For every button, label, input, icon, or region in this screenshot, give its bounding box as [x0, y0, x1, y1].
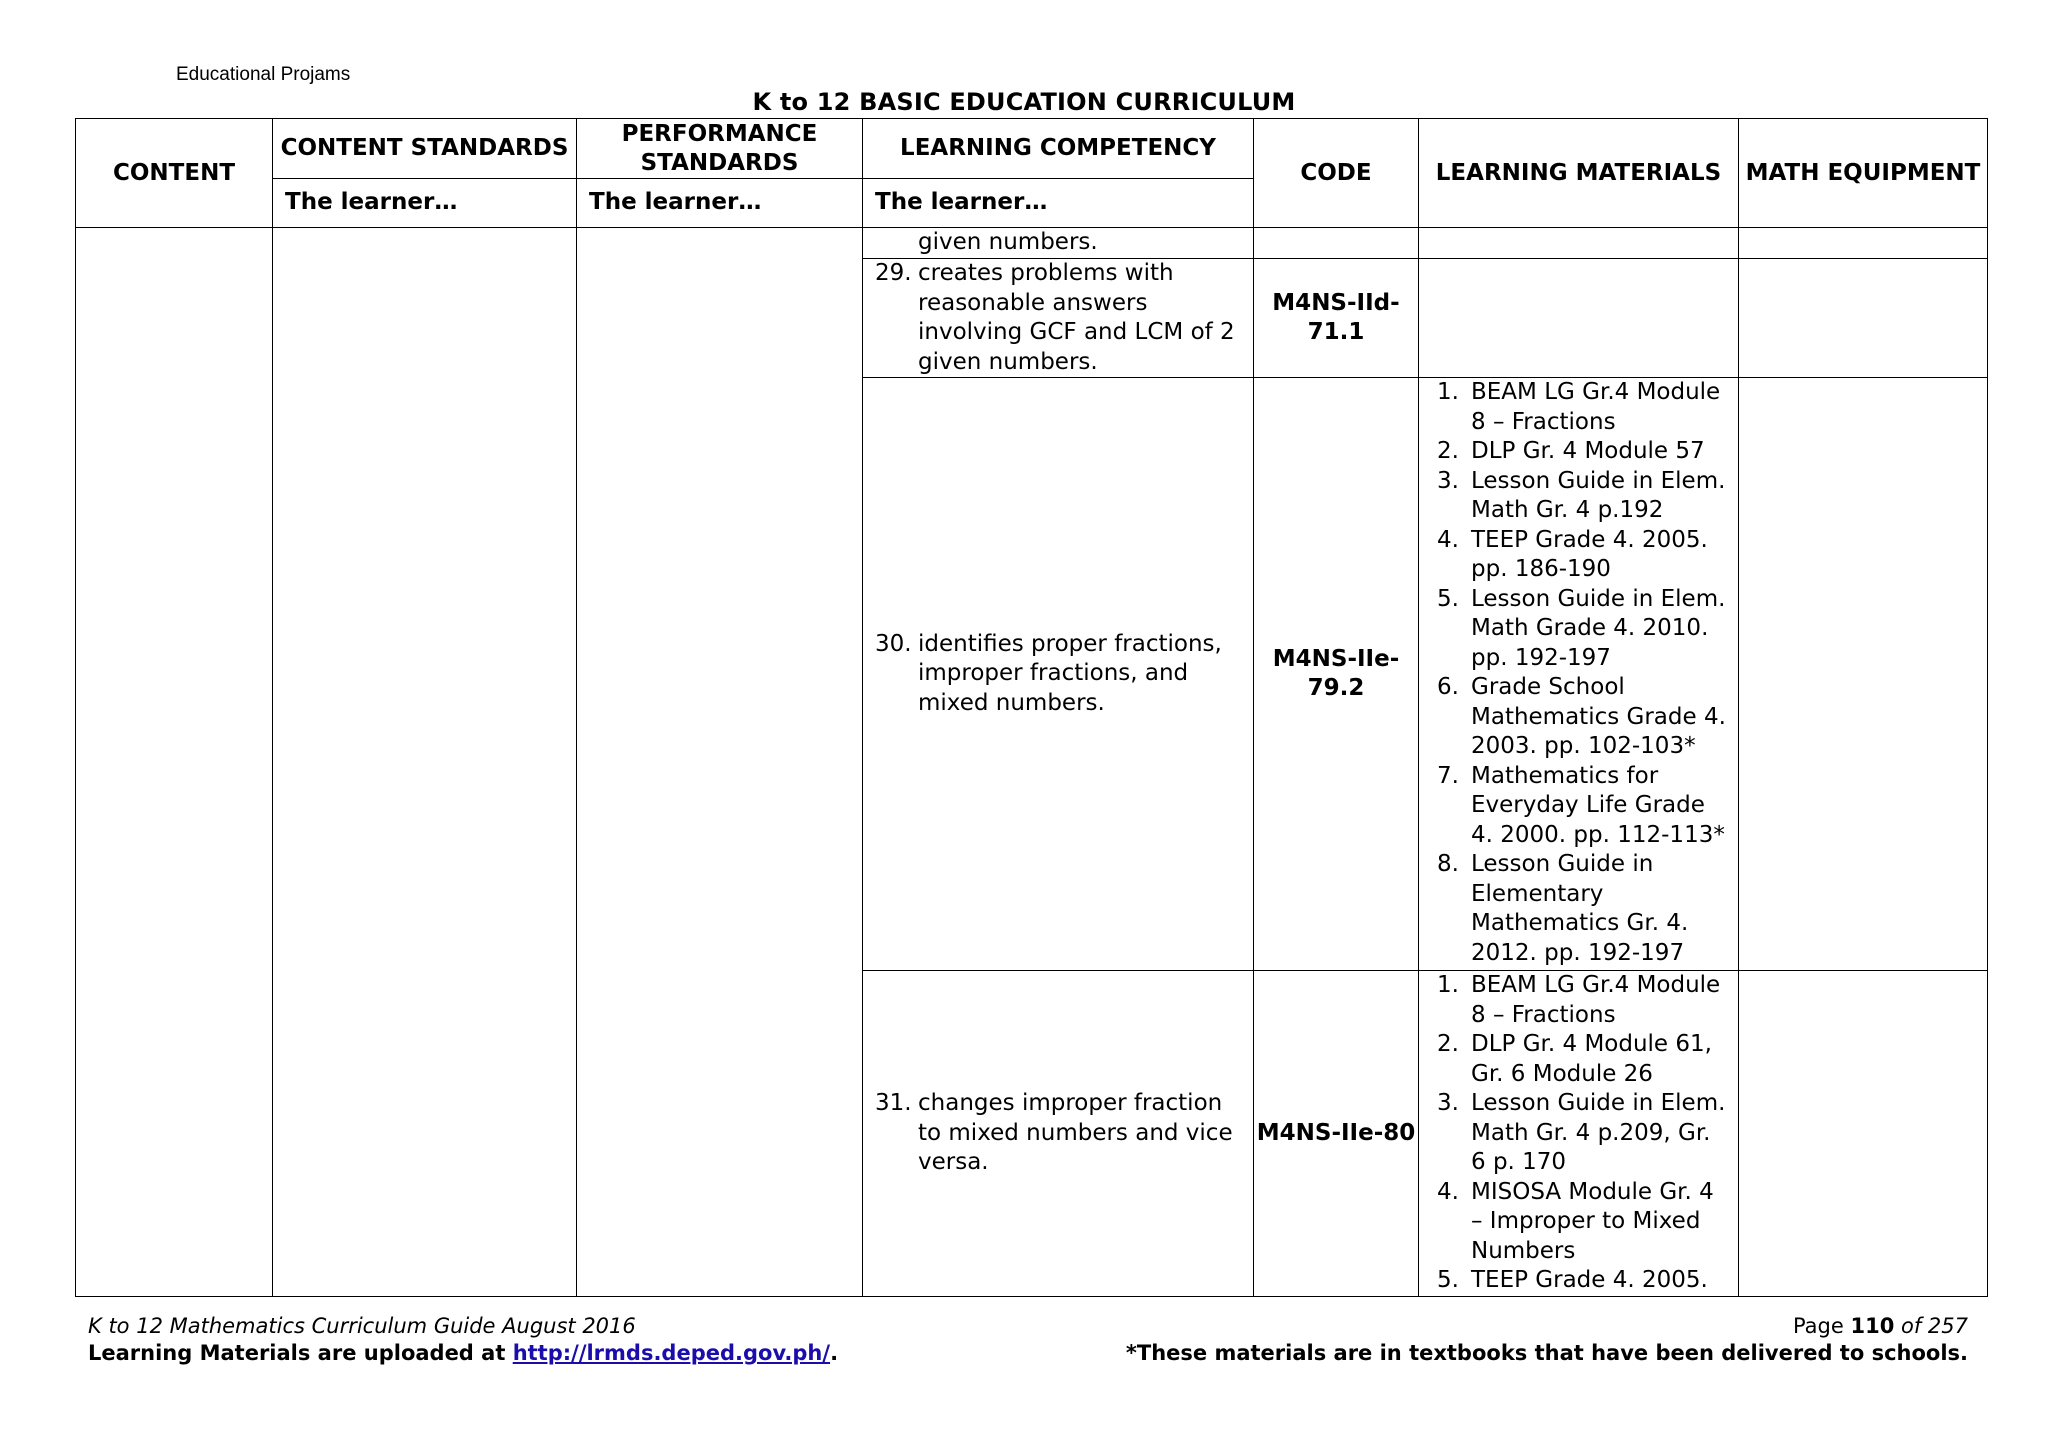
header-code: CODE [1254, 119, 1419, 228]
uploaded-prefix: Learning Materials are uploaded at [88, 1341, 506, 1365]
list-item [1437, 1178, 1730, 1267]
material-number: 3. [1437, 467, 1459, 494]
material-number: 6. [1437, 674, 1459, 700]
list-item [1437, 437, 1730, 467]
material-text: TEEP Grade 4. 2005. [1471, 1267, 1708, 1293]
material-text: TEEP Grade 4. 2005. pp. 186-190 [1471, 526, 1708, 582]
materials-cell-empty [1419, 228, 1739, 259]
material-number: 5. [1437, 585, 1459, 612]
textbooks-note: *These materials are in textbooks that have been delivered to schools. [1125, 1341, 1968, 1365]
header-content-standards: CONTENT STANDARDS [273, 119, 577, 179]
list-item [1437, 526, 1730, 585]
list-item [875, 630, 1245, 719]
list-item [875, 1089, 1245, 1178]
document-title: K to 12 BASIC EDUCATION CURRICULUM [752, 88, 1296, 116]
material-text: Lesson Guide in Elem. Math Gr. 4 p.209, Gr. 6 p. 170 [1471, 1090, 1726, 1175]
competency-text: changes improper fraction to mixed numbers and vice versa. [918, 1090, 1233, 1175]
material-number: 4. [1437, 1178, 1459, 1205]
equipment-cell [1739, 378, 1988, 971]
curriculum-guide-label: K to 12 Mathematics Curriculum Guide August 2016 [88, 1314, 636, 1338]
material-number: 1. [1437, 379, 1459, 405]
material-number: 2. [1437, 438, 1459, 464]
page-total: of 257 [1901, 1314, 1968, 1338]
competency-code: M4NS-IIe-80 [1254, 971, 1419, 1297]
list-item [1437, 673, 1730, 762]
materials-list [1437, 971, 1730, 1296]
competency-text: identifies proper fractions, improper fractions, and mixed numbers. [918, 630, 1222, 716]
material-text: DLP Gr. 4 Module 57 [1471, 438, 1705, 464]
competency-text: creates problems with reasonable answers involving GCF and LCM of 2 given numbers. [918, 260, 1235, 375]
header-math-equipment: MATH EQUIPMENT [1739, 119, 1988, 228]
list-item [1437, 1266, 1730, 1296]
learner-label-content-standards: The learner… [273, 179, 577, 228]
competency-continuation: given numbers. [918, 229, 1098, 255]
material-text: MISOSA Module Gr. 4 – Improper to Mixed Numbers [1471, 1178, 1714, 1264]
header-learning-materials: LEARNING MATERIALS [1419, 119, 1739, 228]
uploaded-suffix: . [830, 1341, 839, 1365]
list-item [1437, 1089, 1730, 1178]
competency-list [875, 630, 1245, 719]
material-text: Mathematics for Everyday Life Grade 4. 2000. pp. 112-113* [1471, 762, 1725, 848]
learner-label-performance-standards: The learner… [577, 179, 863, 228]
organization-label: Educational Projams [176, 64, 351, 85]
page-prefix: Page [1792, 1314, 1844, 1338]
materials-cell [1419, 259, 1739, 378]
code-cell-empty [1254, 228, 1419, 259]
list-item [1437, 762, 1730, 851]
page-indicator [1126, 1313, 1968, 1340]
footer-right [1126, 1313, 1968, 1367]
content-standards-cell [273, 228, 577, 1297]
competency-number: 31. [875, 1090, 912, 1116]
material-text: Lesson Guide in Elem. Math Gr. 4 p.192 [1471, 467, 1726, 523]
uploaded-note [88, 1340, 838, 1367]
list-item [1437, 467, 1730, 526]
header-performance-standards: PERFORMANCE STANDARDS [577, 119, 863, 179]
material-text: Lesson Guide in Elementary Mathematics Gr. 4. 2012. pp. 192-197 [1471, 851, 1689, 966]
header-learning-competency: LEARNING COMPETENCY [863, 119, 1254, 179]
material-text: BEAM LG Gr.4 Module 8 – Fractions [1471, 379, 1721, 435]
lrmds-link[interactable]: http://lrmds.deped.gov.ph/ [512, 1341, 831, 1365]
header-content: CONTENT [76, 119, 273, 228]
material-text: Grade School Mathematics Grade 4. 2003. pp. 102-103* [1471, 674, 1726, 759]
material-text: DLP Gr. 4 Module 61, Gr. 6 Module 26 [1471, 1031, 1712, 1087]
list-item [1437, 971, 1730, 1030]
learner-label-learning-competency: The learner… [863, 179, 1254, 228]
equipment-cell [1739, 259, 1988, 378]
list-item [875, 259, 1245, 377]
materials-list [1437, 378, 1730, 968]
table-row-continuation [76, 228, 1988, 259]
list-item [1437, 1030, 1730, 1089]
performance-standards-cell [577, 228, 863, 1297]
curriculum-table [75, 118, 1988, 1297]
footer-left [88, 1313, 838, 1367]
material-number: 5. [1437, 1267, 1459, 1293]
competency-number: 30. [875, 630, 912, 657]
list-item [1437, 585, 1730, 674]
material-number: 1. [1437, 972, 1459, 998]
equipment-cell-empty [1739, 228, 1988, 259]
page-number: 110 [1850, 1314, 1895, 1338]
competency-list [875, 1089, 1245, 1178]
competency-code: M4NS-IIe-79.2 [1254, 378, 1419, 971]
material-number: 7. [1437, 762, 1459, 789]
material-number: 2. [1437, 1031, 1459, 1057]
list-item [1437, 378, 1730, 437]
competency-code: M4NS-IId-71.1 [1254, 259, 1419, 378]
competency-number: 29. [875, 260, 912, 286]
material-number: 4. [1437, 526, 1459, 553]
material-text: BEAM LG Gr.4 Module 8 – Fractions [1471, 972, 1721, 1028]
equipment-cell [1739, 971, 1988, 1297]
material-text: Lesson Guide in Elem. Math Grade 4. 2010. pp. 192-197 [1471, 585, 1726, 671]
list-item [1437, 850, 1730, 968]
material-number: 3. [1437, 1090, 1459, 1116]
content-cell [76, 228, 273, 1297]
material-number: 8. [1437, 851, 1459, 877]
competency-list [875, 259, 1245, 377]
